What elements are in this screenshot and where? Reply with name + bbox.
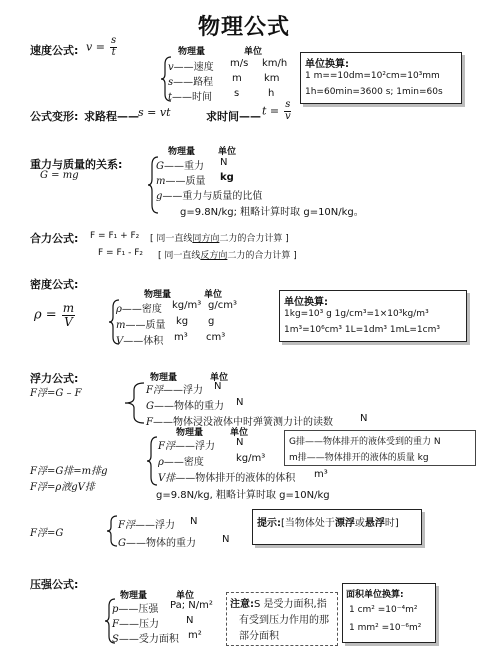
buoyancy-g-note: g=9.8N/kg, 粗略计算时取 g=10N/kg	[156, 490, 330, 501]
buoyancy-row-symbol: F浮	[146, 385, 163, 396]
area-unit-conversion-box	[342, 583, 436, 643]
note-text: [ 同一直线	[150, 234, 193, 244]
speed-row	[168, 73, 213, 88]
buoyancy-row	[158, 437, 215, 452]
density-row-symbol: V	[116, 336, 124, 347]
speed-frac-num: s	[111, 35, 117, 46]
pressure-row-unit: Pa; N/m²	[170, 600, 213, 611]
density-row-symbol: m	[116, 320, 126, 331]
displaced-liquid-line: m排——物体排开的液体的质量 kg	[289, 453, 429, 463]
density-row-unit: kg/m³	[172, 300, 202, 311]
density-row-name: ——密度	[121, 304, 162, 315]
buoyancy-row-unit: N	[214, 381, 222, 392]
gravity-row	[156, 187, 262, 202]
gravity-section-label: 重力与质量的关系:	[30, 158, 123, 171]
buoyancy-row-unit: N	[236, 437, 244, 448]
time-fraction	[284, 100, 291, 122]
archimedes-formula-1: F浮=G排=m排g	[30, 466, 108, 477]
density-formula	[34, 302, 75, 328]
density-conv-title: 单位换算:	[284, 297, 328, 308]
density-fraction	[62, 302, 75, 328]
buoyancy-row-name: ——密度	[163, 457, 204, 468]
time-formula	[262, 100, 291, 122]
density-row-unit-alt: g	[208, 316, 215, 327]
buoyancy-header2-quantity: 物理量	[176, 428, 204, 438]
pressure-row-name: ——受力面积	[118, 634, 179, 645]
density-row-unit: m³	[174, 332, 188, 343]
speed-conv-line: 1 m==10dm=10²cm=10³mm	[305, 71, 440, 81]
gravity-row-symbol: G	[156, 161, 164, 172]
time-frac-den: v	[284, 110, 291, 122]
buoyancy-row	[146, 381, 203, 396]
density-section-label: 密度公式:	[30, 278, 79, 291]
distance-formula: s = vt	[138, 106, 171, 119]
floating-formula: F浮=G	[30, 528, 64, 539]
buoyancy-row-unit: kg/m³	[236, 453, 266, 464]
speed-row-unit: s	[234, 88, 240, 99]
buoyancy-header-unit: 单位	[210, 373, 229, 383]
density-conv-line: 1m³=10⁶cm³ 1L=1dm³ 1mL=1cm³	[284, 325, 440, 335]
gravity-g-note: g=9.8N/kg; 粗略计算时取 g=10N/kg。	[180, 207, 364, 218]
density-row-symbol: ρ	[116, 304, 122, 315]
buoyancy-row	[158, 453, 204, 468]
density-row-unit-alt: g/cm³	[208, 300, 237, 311]
tip-text: [当物体处于	[281, 518, 335, 529]
buoyancy-row-unit: N	[190, 516, 198, 527]
speed-formula	[86, 36, 117, 58]
speed-header-quantity: 物理量	[178, 47, 206, 57]
tip-text: 时]	[384, 518, 399, 529]
pressure-note-box	[226, 592, 338, 646]
buoyancy-header-quantity: 物理量	[150, 373, 178, 383]
resultant-section-label: 合力公式:	[30, 232, 79, 245]
density-conv-line: 1kg=10³ g 1g/cm³=1×10³kg/m³	[284, 309, 429, 319]
speed-row-symbol: s	[168, 77, 174, 88]
speed-header-unit: 单位	[244, 47, 263, 57]
buoyancy-row-symbol: ρ	[158, 457, 164, 468]
pressure-note-line: 有受到压力作用的那	[239, 615, 329, 626]
find-distance-label: 求路程——	[84, 110, 139, 123]
speed-row	[168, 88, 212, 103]
buoyancy-row-unit: N	[236, 397, 244, 408]
speed-row-symbol: v	[168, 62, 174, 73]
buoyancy-brace-1	[124, 382, 146, 424]
speed-conv-title: 单位换算:	[305, 59, 349, 70]
note-text: S 是受力面积,指	[254, 599, 327, 610]
pressure-row	[112, 615, 159, 630]
buoyancy-row-name: ——浮力	[174, 441, 215, 452]
floating-tip-box	[252, 509, 422, 545]
buoyancy-row-name: ——物体的重力	[126, 538, 196, 549]
area-conv-line: 1 cm² =10⁻⁴m²	[349, 605, 418, 615]
buoyancy-row	[118, 516, 175, 531]
pressure-row	[112, 630, 179, 645]
pressure-row-symbol: F	[112, 619, 119, 630]
area-conv-line: 1 mm² =10⁻⁶m²	[349, 623, 422, 633]
buoyancy-row-name: ——浮力	[134, 520, 175, 531]
note-text: 二力的合力计算 ]	[219, 234, 289, 244]
buoyancy-row	[158, 469, 295, 484]
speed-row-name: ——时间	[172, 92, 213, 103]
pressure-row-unit: N	[186, 615, 194, 626]
note-emphasis: 反方向	[200, 251, 228, 261]
gravity-row-unit: kg	[220, 172, 234, 183]
speed-row-unit: m/s	[230, 58, 249, 69]
density-row	[116, 332, 163, 347]
resultant-note-opposite	[158, 248, 297, 261]
buoyancy-row-symbol: G	[146, 401, 154, 412]
buoyancy-row-symbol: G	[118, 538, 126, 549]
speed-row-unit-alt: km	[264, 73, 280, 84]
density-row	[116, 300, 162, 315]
gravity-row-symbol: g	[156, 191, 163, 202]
tip-text: 或	[354, 518, 365, 529]
note-emphasis: 同方向	[192, 234, 220, 244]
transform-label: 公式变形:	[30, 110, 79, 123]
speed-section-label: 速度公式:	[30, 44, 79, 57]
speed-row	[168, 58, 214, 73]
speed-formula-lhs: v =	[86, 40, 105, 54]
buoyancy-row-name: ——浮力	[162, 385, 203, 396]
buoyancy-row-symbol: F浮	[158, 441, 175, 452]
buoyancy-row-symbol: F	[146, 417, 153, 428]
page-title: 物理公式	[198, 15, 291, 40]
buoyancy-section-label: 浮力公式:	[30, 372, 79, 385]
buoyancy-header2-unit: 单位	[230, 428, 249, 438]
gravity-row-unit: N	[220, 157, 228, 168]
speed-frac-den: t	[111, 46, 116, 58]
pressure-header-unit: 单位	[176, 591, 195, 601]
gravity-header-unit: 单位	[218, 147, 237, 157]
gravity-row	[156, 172, 205, 187]
displaced-liquid-line: G排——物体排开的液体受到的重力 N	[289, 437, 441, 447]
resultant-formula-opposite: F = F₁ - F₂	[98, 248, 143, 258]
time-formula-lhs: t =	[262, 104, 280, 118]
buoyancy-row-name: ——物体的重力	[154, 401, 224, 412]
gravity-row-symbol: m	[156, 176, 166, 187]
buoyancy-row-name: ——物体浸没液体中时弹簧测力计的读数	[152, 417, 333, 428]
gravity-formula: G = mg	[40, 170, 79, 181]
speed-row-symbol: t	[168, 92, 173, 103]
pressure-header-quantity: 物理量	[120, 591, 148, 601]
speed-row-unit: m	[232, 73, 242, 84]
archimedes-formula-2: F浮=ρ液gV排	[30, 482, 95, 493]
density-frac-den: V	[64, 314, 73, 329]
buoyancy-row-unit: m³	[314, 469, 328, 480]
buoyancy-row	[146, 397, 224, 412]
density-row	[116, 316, 165, 331]
buoyancy-row-unit: N	[222, 534, 230, 545]
speed-row-name: ——速度	[173, 62, 214, 73]
density-formula-lhs: ρ =	[34, 307, 57, 323]
pressure-note-line: 部分面积	[239, 631, 279, 642]
buoyancy-row-unit: N	[360, 413, 368, 424]
buoyancy-weighing-formula: F浮=G – F	[30, 388, 82, 399]
speed-fraction	[110, 36, 117, 58]
tip-label: 提示:	[257, 518, 281, 529]
density-row-unit-alt: cm³	[206, 332, 226, 343]
pressure-row-symbol: S	[112, 634, 119, 645]
pressure-row-unit: m²	[188, 630, 202, 641]
pressure-row-symbol: p	[112, 604, 119, 615]
density-frac-num: m	[62, 301, 75, 315]
buoyancy-row-name: ——物体排开的液体的体积	[175, 473, 296, 484]
density-row-name: ——质量	[125, 320, 166, 331]
speed-row-unit-alt: km/h	[262, 58, 288, 69]
pressure-note-line	[230, 595, 327, 610]
gravity-row-name: ——重力	[164, 161, 204, 172]
time-frac-num: s	[285, 99, 291, 110]
area-conv-title: 面积单位换算:	[346, 590, 404, 600]
speed-conv-line: 1h=60min=3600 s; 1min=60s	[305, 87, 443, 97]
pressure-section-label: 压强公式:	[30, 578, 79, 591]
tip-emphasis: 悬浮	[364, 518, 385, 529]
density-unit-conversion-box	[279, 290, 467, 342]
buoyancy-row-symbol: F浮	[118, 520, 135, 531]
note-text: 二力的合力计算 ]	[227, 251, 297, 261]
gravity-row	[156, 157, 204, 172]
gravity-row-name: ——重力与质量的比值	[162, 191, 263, 202]
pressure-row-name: ——压力	[118, 619, 159, 630]
speed-row-name: ——路程	[173, 77, 214, 88]
speed-row-unit-alt: h	[268, 88, 275, 99]
resultant-note-same	[150, 231, 289, 244]
pressure-row-name: ——压强	[118, 604, 159, 615]
density-header-unit: 单位	[204, 290, 223, 300]
gravity-row-name: ——质量	[165, 176, 206, 187]
gravity-header-quantity: 物理量	[168, 147, 196, 157]
tip-emphasis: 漂浮	[334, 518, 355, 529]
note-label: 注意:	[230, 599, 254, 610]
speed-unit-conversion-box	[300, 52, 462, 104]
find-time-label: 求时间——	[206, 110, 261, 123]
note-text: [ 同一直线	[158, 251, 201, 261]
floating-tip-text	[257, 514, 399, 529]
density-row-name: ——体积	[123, 336, 164, 347]
displaced-liquid-box	[284, 430, 476, 466]
density-header-quantity: 物理量	[144, 290, 172, 300]
pressure-row	[112, 600, 158, 615]
density-row-unit: kg	[176, 316, 189, 327]
buoyancy-row	[118, 534, 196, 549]
resultant-formula-same: F = F₁ + F₂	[90, 231, 140, 241]
buoyancy-row-symbol: V排	[158, 473, 176, 484]
